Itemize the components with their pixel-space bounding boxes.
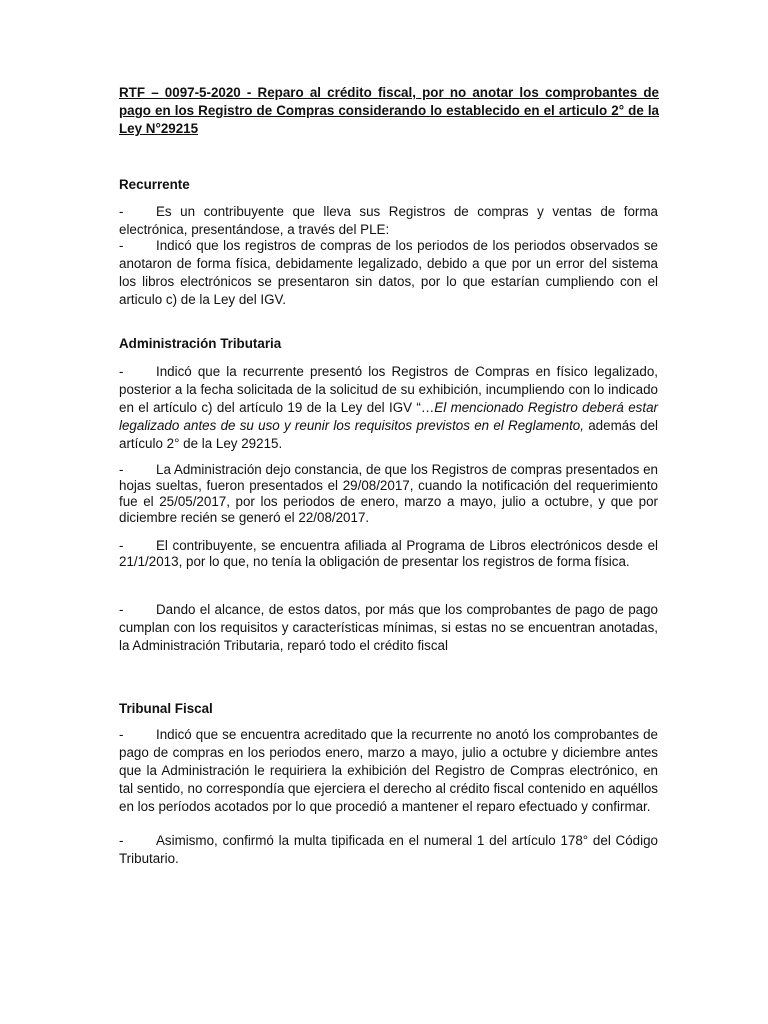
- heading-administracion: Administración Tributaria: [119, 336, 282, 351]
- heading-recurrente: Recurrente: [119, 177, 190, 192]
- bullet-dash: -: [119, 538, 124, 553]
- bullet-dash: -: [119, 204, 124, 219]
- administracion-item-4: [119, 601, 658, 655]
- bullet-dash: -: [119, 833, 124, 848]
- administracion-item-2: [119, 462, 658, 526]
- administracion-item-4-text: Dando el alcance, de estos datos, por más que los comprobantes de pago de pago cumplan con los requisitos y características mínimas, si estas no se encuentran anotadas, la Administración Tributaria, reparó todo el crédito fiscal: [119, 602, 658, 653]
- recurrente-item-2: [119, 237, 658, 309]
- administracion-item-1-tail: además del artículo 2° de la Ley 29215.: [119, 418, 658, 451]
- document-title: RTF – 0097-5-2020 - Reparo al crédito fiscal, por no anotar los comprobantes de pago en los Registro de Compras considerando lo establecido en el articulo 2° de la Ley N°29215: [119, 85, 659, 136]
- tribunal-item-1-text: Indicó que se encuentra acreditado que la recurrente no anotó los comprobantes de pago de compras en los periodos enero, marzo a mayo, julio a octubre y diciembre antes que la Administración le requiriera la exhibición del Registro de Compras electrónico, en tal sentido, no correspondía que ejerciera el derecho al crédito fiscal contenido en aquéllos en los períodos acotados por lo que procedió a mantener el reparo efectuado y confirmar.: [119, 727, 658, 814]
- recurrente-item-1-text: Es un contribuyente que lleva sus Registros de compras y ventas de forma electrónica, presentándose, a través del PLE:: [119, 204, 658, 237]
- administracion-item-3: [119, 538, 658, 570]
- recurrente-item-1: [119, 203, 658, 239]
- bullet-dash: -: [119, 727, 124, 742]
- administracion-item-3-text: El contribuyente, se encuentra afiliada al Programa de Libros electrónicos desde el 21/1/2013, por lo que, no tenía la obligación de presentar los registros de forma física.: [119, 538, 658, 569]
- bullet-dash: -: [119, 238, 124, 253]
- administracion-item-1-quote: El mencionado Registro deberá estar legalizado antes de su uso y reunir los requisitos previstos en el Reglamento,: [119, 400, 658, 433]
- administracion-item-1-text: Indicó que la recurrente presentó los Registros de Compras en físico legalizado, posterior a la fecha solicitada de la solicitud de su exhibición, incumpliendo con lo indicado en el artículo c) del artículo 19 de la Ley del IGV “…: [119, 364, 658, 415]
- recurrente-item-2-text: Indicó que los registros de compras de los periodos de los periodos observados se anotaron de forma física, debidamente legalizado, debido a que por un error del sistema los libros electrónicos se presentaron sin datos, por lo que estarían cumpliendo con el articulo c) de la Ley del IGV.: [119, 238, 658, 307]
- administracion-item-1: [119, 363, 658, 453]
- bullet-dash: -: [119, 364, 124, 379]
- administracion-item-2-text: La Administración dejo constancia, de que los Registros de compras presentados en hojas sueltas, fueron presentados el 29/08/2017, cuando la notificación del requerimiento fue el 25/05/2017, por los periodos de enero, marzo a mayo, julio a octubre, y que por diciembre recién se generó el 22/08/2017.: [119, 462, 658, 525]
- tribunal-item-2-text: Asimismo, confirmó la multa tipificada en el numeral 1 del artículo 178° del Código Tributario.: [119, 833, 658, 866]
- heading-tribunal: Tribunal Fiscal: [119, 701, 213, 716]
- bullet-dash: -: [119, 602, 124, 617]
- tribunal-item-2: [119, 832, 658, 868]
- bullet-dash: -: [119, 462, 124, 477]
- tribunal-item-1: [119, 726, 658, 816]
